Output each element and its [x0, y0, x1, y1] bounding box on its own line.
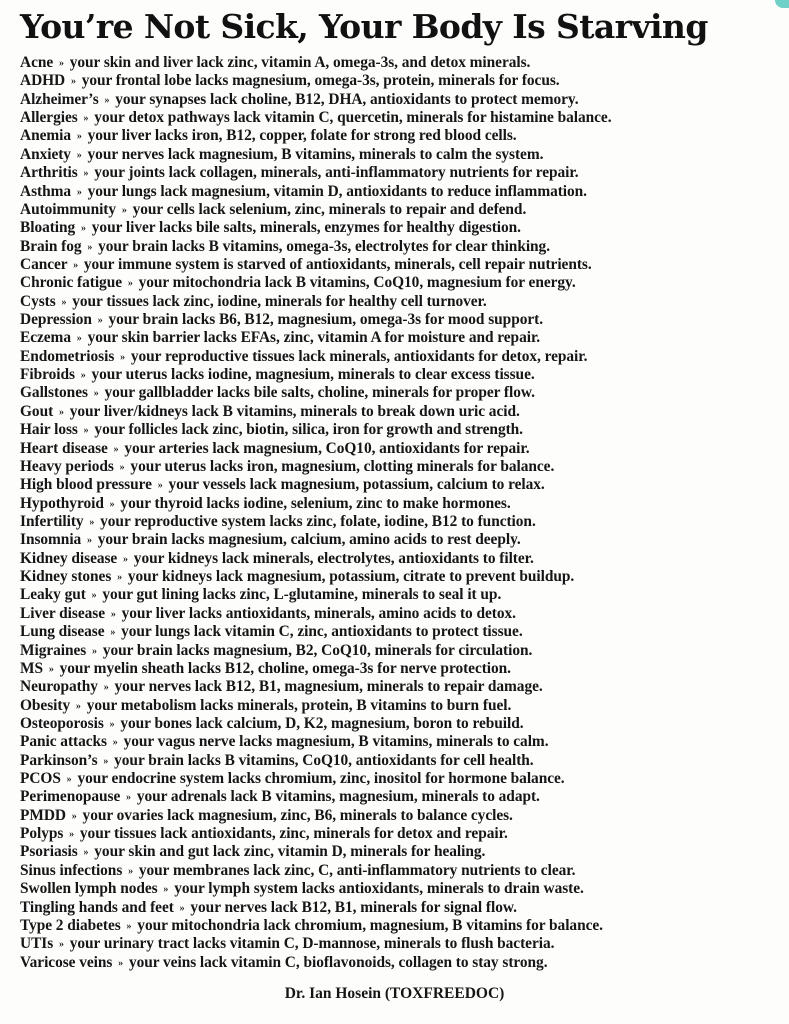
double-chevron-separator: »	[126, 792, 131, 804]
double-chevron-separator: »	[110, 608, 116, 620]
list-item	[20, 238, 782, 256]
list-item	[20, 899, 782, 917]
double-chevron-separator: »	[163, 884, 169, 896]
deficiency-description: your nerves lack magnesium, B vitamins, minerals to calm the system.	[87, 145, 544, 163]
condition-name: Anemia	[20, 127, 71, 145]
deficiency-description: your adrenals lack B vitamins, magnesium, minerals to adapt.	[136, 788, 540, 806]
condition-name: Arthritis	[20, 164, 78, 182]
condition-name: Bloating	[20, 219, 76, 237]
condition-name: Osteoporosis	[20, 714, 104, 732]
deficiency-description: your uterus lacks iron, magnesium, clotting minerals for balance.	[130, 457, 555, 475]
double-chevron-separator: »	[80, 370, 86, 382]
deficiency-description: your kidneys lack magnesium, potassium, citrate to prevent buildup.	[127, 568, 575, 586]
condition-name: UTIs	[20, 935, 54, 953]
double-chevron-separator: »	[71, 810, 77, 822]
deficiency-description: your brain lacks B6, B12, magnesium, omega-3s for mood support.	[108, 311, 544, 329]
double-chevron-separator: »	[93, 388, 99, 400]
double-chevron-separator: »	[121, 204, 127, 216]
condition-name: Leaky gut	[20, 586, 86, 604]
double-chevron-separator: »	[83, 113, 89, 125]
deficiency-description: your membranes lack zinc, C, anti-inflammatory nutrients to clear.	[138, 861, 576, 879]
double-chevron-separator: »	[87, 241, 93, 253]
deficiency-description: your gut lining lacks zinc, L-glutamine, minerals to seal it up.	[102, 586, 502, 604]
condition-name: Depression	[20, 311, 92, 329]
double-chevron-separator: »	[109, 498, 115, 510]
deficiency-description: your brain lacks magnesium, B2, CoQ10, minerals for circulation.	[102, 641, 533, 659]
condition-name: Brain fog	[20, 237, 82, 255]
double-chevron-separator: »	[81, 223, 86, 235]
double-chevron-separator: »	[157, 480, 163, 492]
list-item	[20, 421, 782, 439]
list-item	[20, 917, 782, 935]
condition-name: PCOS	[20, 770, 61, 788]
condition-name: Gallstones	[20, 384, 88, 402]
deficiency-description: your skin barrier lacks EFAs, zinc, vitamin A for moisture and repair.	[87, 329, 541, 347]
condition-name: Anxiety	[20, 145, 71, 163]
list-item	[20, 954, 782, 972]
double-chevron-separator: »	[76, 333, 82, 345]
list-item	[20, 384, 782, 402]
list-item	[20, 256, 782, 274]
deficiency-description: your uterus lacks iodine, magnesium, minerals to clear excess tissue.	[91, 366, 535, 384]
deficiency-description: your brain lacks magnesium, calcium, amino acids to rest deeply.	[97, 531, 521, 549]
deficiency-description: your bones lack calcium, D, K2, magnesium, boron to rebuild.	[120, 714, 524, 732]
condition-name: Gout	[20, 402, 54, 420]
list-item	[20, 440, 782, 458]
condition-name: Alzheimer’s	[20, 90, 99, 108]
double-chevron-separator: »	[92, 645, 97, 657]
deficiency-description: your tissues lack antioxidants, zinc, minerals for detox and repair.	[79, 825, 508, 843]
double-chevron-separator: »	[66, 774, 72, 786]
condition-name: Swollen lymph nodes	[20, 880, 158, 898]
deficiency-description: your frontal lobe lacks magnesium, omega-3s, protein, minerals for focus.	[81, 72, 560, 90]
double-chevron-separator: »	[123, 553, 128, 565]
double-chevron-separator: »	[128, 865, 134, 877]
condition-name: Perimenopause	[20, 788, 121, 806]
list-item	[20, 91, 782, 109]
condition-name: Type 2 diabetes	[20, 916, 121, 934]
list-item	[20, 293, 782, 311]
list-item	[20, 550, 782, 568]
list-item	[20, 366, 782, 384]
deficiency-description: your vagus nerve lacks magnesium, B vitamins, minerals to calm.	[123, 733, 549, 751]
deficiency-description: your liver lacks bile salts, minerals, enzymes for healthy digestion.	[91, 219, 521, 237]
condition-name: Endometriosis	[20, 347, 115, 365]
double-chevron-separator: »	[112, 737, 118, 749]
list-item	[20, 880, 782, 898]
double-chevron-separator: »	[48, 663, 54, 675]
list-item	[20, 697, 782, 715]
double-chevron-separator: »	[104, 94, 110, 106]
condition-name: Eczema	[20, 329, 71, 347]
deficiency-description: your tissues lack zinc, iodine, minerals for healthy cell turnover.	[72, 292, 487, 310]
double-chevron-separator: »	[83, 847, 89, 859]
author-credit: Dr. Ian Hosein (TOXFREEDOC)	[284, 985, 505, 1002]
list-item	[20, 183, 782, 201]
list-item	[20, 219, 782, 237]
list-item	[20, 109, 782, 127]
condition-name: Lung disease	[20, 623, 105, 641]
deficiency-description: your nerves lack B12, B1, minerals for signal flow.	[190, 898, 517, 916]
list-item	[20, 348, 782, 366]
list-item	[20, 825, 782, 843]
condition-name: Hypothyroid	[20, 494, 104, 512]
list-item	[20, 715, 782, 733]
condition-name: Psoriasis	[20, 843, 78, 861]
deficiency-description: your myelin sheath lacks B12, choline, omega-3s for nerve protection.	[59, 659, 511, 677]
deficiency-description: your veins lack vitamin C, bioflavonoids, collagen to stay strong.	[128, 953, 548, 971]
deficiency-description: your liver lacks antioxidants, minerals, amino acids to detox.	[121, 604, 516, 622]
deficiency-description: your lymph system lacks antioxidants, minerals to drain waste.	[174, 880, 584, 898]
double-chevron-separator: »	[97, 315, 103, 327]
double-chevron-separator: »	[118, 957, 124, 969]
condition-name: Liver disease	[20, 604, 105, 622]
condition-name: Sinus infections	[20, 861, 123, 879]
list-item	[20, 623, 782, 641]
condition-name: Fibroids	[20, 366, 75, 384]
list-item	[20, 605, 782, 623]
double-chevron-separator: »	[69, 829, 75, 841]
deficiency-description: your mitochondria lack chromium, magnesium, B vitamins for balance.	[137, 916, 603, 934]
double-chevron-separator: »	[61, 296, 67, 308]
list-item	[20, 513, 782, 531]
deficiency-description: your synapses lack choline, B12, DHA, antioxidants to protect memory.	[115, 90, 579, 108]
list-item	[20, 935, 782, 953]
list-item	[20, 862, 782, 880]
list-item	[20, 586, 782, 604]
condition-name: Asthma	[20, 182, 72, 200]
list-item	[20, 127, 782, 145]
double-chevron-separator: »	[117, 572, 123, 584]
list-item	[20, 788, 782, 806]
condition-name: MS	[20, 659, 43, 677]
deficiency-description: your vessels lack magnesium, potassium, calcium to relax.	[168, 476, 545, 494]
list-item	[20, 642, 782, 660]
condition-name: Infertility	[20, 512, 84, 530]
list-item	[20, 495, 782, 513]
double-chevron-separator: »	[75, 700, 81, 712]
deficiency-description: your reproductive tissues lack minerals, antioxidants for detox, repair.	[130, 347, 588, 365]
condition-name: Tingling hands and feet	[20, 898, 174, 916]
double-chevron-separator: »	[83, 168, 89, 180]
double-chevron-separator: »	[89, 516, 95, 528]
condition-name: Neuropathy	[20, 678, 98, 696]
list-item	[20, 568, 782, 586]
condition-list	[20, 54, 782, 972]
list-item	[20, 843, 782, 861]
list-item	[20, 403, 782, 421]
deficiency-description: your skin and gut lack zinc, vitamin D, minerals for healing.	[94, 843, 486, 861]
condition-name: Heart disease	[20, 439, 108, 457]
list-item	[20, 201, 782, 219]
list-item	[20, 733, 782, 751]
double-chevron-separator: »	[58, 939, 64, 951]
double-chevron-separator: »	[76, 149, 82, 161]
double-chevron-separator: »	[120, 351, 126, 363]
deficiency-description: your liver/kidneys lack B vitamins, minerals to break down uric acid.	[69, 402, 520, 420]
double-chevron-separator: »	[103, 755, 109, 767]
double-chevron-separator: »	[83, 425, 89, 437]
condition-name: Varicose veins	[20, 953, 113, 971]
list-item	[20, 146, 782, 164]
deficiency-description: your liver lacks iron, B12, copper, folate for strong red blood cells.	[87, 127, 517, 145]
condition-name: PMDD	[20, 806, 66, 824]
deficiency-description: your gallbladder lacks bile salts, choline, minerals for proper flow.	[104, 384, 535, 402]
deficiency-description: your joints lack collagen, minerals, anti-inflammatory nutrients for repair.	[94, 164, 579, 182]
double-chevron-separator: »	[109, 718, 115, 730]
condition-name: Autoimmunity	[20, 200, 117, 218]
deficiency-description: your brain lacks B vitamins, omega-3s, electrolytes for clear thinking.	[98, 237, 551, 255]
double-chevron-separator: »	[91, 590, 97, 602]
page-title: You’re Not Sick, Your Body Is Starving	[20, 7, 708, 46]
condition-name: Kidney stones	[20, 568, 112, 586]
deficiency-description: your mitochondria lack B vitamins, CoQ10, magnesium for energy.	[138, 274, 576, 292]
deficiency-description: your cells lack selenium, zinc, minerals to repair and defend.	[132, 200, 527, 218]
deficiency-description: your thyroid lacks iodine, selenium, zinc to make hormones.	[120, 494, 511, 512]
list-item	[20, 660, 782, 678]
list-item	[20, 476, 782, 494]
double-chevron-separator: »	[127, 278, 133, 290]
double-chevron-separator: »	[126, 920, 132, 932]
deficiency-description: your lungs lack magnesium, vitamin D, antioxidants to reduce inflammation.	[87, 182, 587, 200]
list-item	[20, 678, 782, 696]
list-item	[20, 54, 782, 72]
condition-name: Acne	[20, 54, 54, 71]
double-chevron-separator: »	[113, 443, 119, 455]
condition-name: Insomnia	[20, 531, 82, 549]
deficiency-description: your arteries lack magnesium, CoQ10, antioxidants for repair.	[124, 439, 530, 457]
double-chevron-separator: »	[179, 902, 185, 914]
deficiency-description: your endocrine system lacks chromium, zinc, inositol for hormone balance.	[77, 770, 565, 788]
list-item	[20, 458, 782, 476]
condition-name: Polyps	[20, 825, 64, 843]
double-chevron-separator: »	[76, 131, 82, 143]
list-item	[20, 164, 782, 182]
list-item	[20, 311, 782, 329]
double-chevron-separator: »	[58, 58, 64, 69]
condition-name: Cancer	[20, 255, 68, 273]
deficiency-description: your urinary tract lacks vitamin C, D-mannose, minerals to flush bacteria.	[69, 935, 555, 953]
list-item	[20, 531, 782, 549]
double-chevron-separator: »	[87, 535, 92, 547]
double-chevron-separator: »	[119, 461, 125, 473]
deficiency-description: your immune system is starved of antioxidants, minerals, cell repair nutrients.	[83, 255, 592, 273]
double-chevron-separator: »	[70, 76, 76, 88]
deficiency-description: your reproductive system lacks zinc, folate, iodine, B12 to function.	[100, 512, 536, 530]
double-chevron-separator: »	[76, 186, 82, 198]
list-item	[20, 329, 782, 347]
deficiency-description: your skin and liver lack zinc, vitamin A, omega-3s, and detox minerals.	[69, 54, 531, 71]
condition-name: Cysts	[20, 292, 56, 310]
double-chevron-separator: »	[103, 682, 109, 694]
double-chevron-separator: »	[110, 627, 116, 639]
condition-name: ADHD	[20, 72, 66, 90]
condition-name: Chronic fatigue	[20, 274, 122, 292]
double-chevron-separator: »	[73, 259, 79, 271]
condition-name: Obesity	[20, 696, 71, 714]
list-item	[20, 807, 782, 825]
condition-name: Kidney disease	[20, 549, 118, 567]
deficiency-description: your follicles lack zinc, biotin, silica, iron for growth and strength.	[94, 421, 523, 439]
list-item	[20, 72, 782, 90]
list-item	[20, 752, 782, 770]
double-chevron-separator: »	[58, 406, 64, 418]
deficiency-description: your brain lacks B vitamins, CoQ10, antioxidants for cell health.	[114, 751, 534, 769]
list-item	[20, 274, 782, 292]
deficiency-description: your lungs lack vitamin C, zinc, antioxidants to protect tissue.	[121, 623, 523, 641]
condition-name: Allergies	[20, 109, 78, 127]
deficiency-description: your detox pathways lack vitamin C, quercetin, minerals for histamine balance.	[94, 109, 612, 127]
condition-name: High blood pressure	[20, 476, 152, 494]
condition-name: Panic attacks	[20, 733, 107, 751]
deficiency-description: your nerves lack B12, B1, magnesium, minerals to repair damage.	[114, 678, 543, 696]
deficiency-description: your ovaries lack magnesium, zinc, B6, minerals to balance cycles.	[82, 806, 513, 824]
condition-name: Heavy periods	[20, 457, 114, 475]
deficiency-description: your metabolism lacks minerals, protein, B vitamins to burn fuel.	[86, 696, 512, 714]
condition-name: Hair loss	[20, 421, 78, 439]
condition-name: Parkinson’s	[20, 751, 98, 769]
list-item	[20, 770, 782, 788]
deficiency-description: your kidneys lack minerals, electrolytes, antioxidants to filter.	[133, 549, 534, 567]
condition-name: Migraines	[20, 641, 87, 659]
